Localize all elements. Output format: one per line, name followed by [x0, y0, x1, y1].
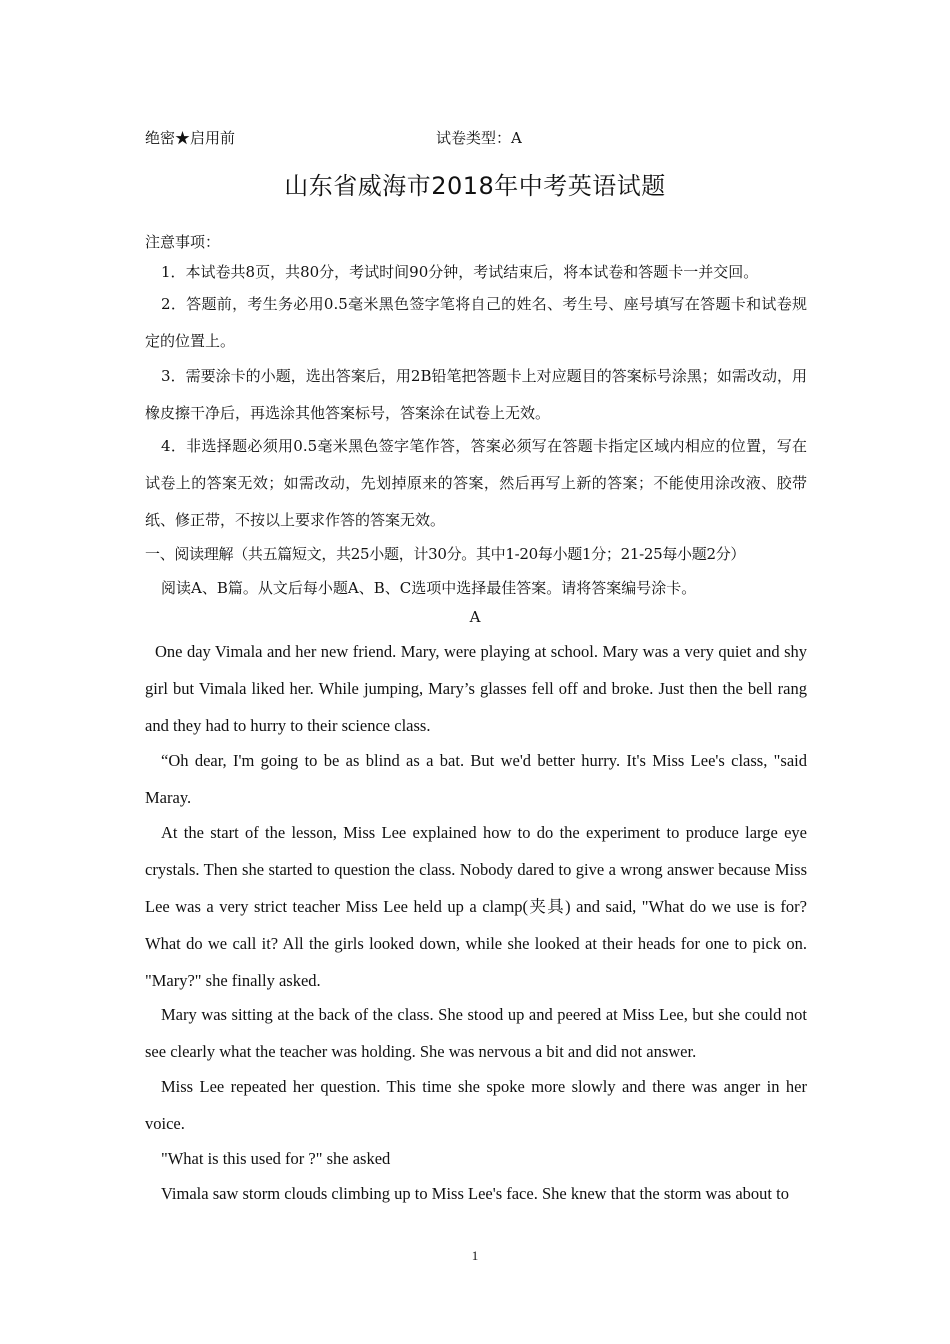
- passage-a-paragraph-1: One day Vimala and her new friend. Mary, were playing at school. Mary was a very quiet and shy girl but Vimala liked her. While jumping, Mary’s glasses fell off and broke. Just then the bell rang and they had to hurry to their science class.: [145, 642, 807, 735]
- passage-a-paragraph-2: “Oh dear, I'm going to be as blind as a bat. But we'd better hurry. It's Miss Lee's class, "said Maray.: [145, 751, 807, 807]
- section-1-instruction: 阅读A、B篇。从文后每小题A、B、C选项中选择最佳答案。请将答案编号涂卡。: [161, 579, 697, 597]
- passage-a-paragraph-7: Vimala saw storm clouds climbing up to Miss Lee's face. She knew that the storm was about to: [161, 1184, 789, 1203]
- paper-type-label: 试卷类型：A: [436, 129, 522, 147]
- notice-item-1: 1．本试卷共8页，共80分，考试时间90分钟，考试结束后，将本试卷和答题卡一并交回。: [161, 263, 759, 281]
- page-number: 1: [471, 1248, 479, 1263]
- notice-item-3: 3．需要涂卡的小题，选出答案后，用2B铅笔把答题卡上对应题目的答案标号涂黑；如需改动，用橡皮擦干净后，再选涂其他答案标号，答案涂在试卷上无效。: [145, 367, 807, 422]
- passage-a-paragraph-6: "What is this used for ?" she asked: [161, 1149, 391, 1168]
- passage-a-paragraph-3: At the start of the lesson, Miss Lee explained how to do the experiment to produce large eye crystals. Then she started to question the class. Nobody dared to give a wrong answer because Miss Lee was a very strict teacher Miss Lee held up a clamp(夹具) and said, "What do we use is for? What do we call it? All the girls looked down, while she looked at their heads for one to pick on. "Mary?" she finally asked.: [145, 823, 807, 990]
- confidential-label: 绝密★启用前: [145, 129, 236, 147]
- section-1-heading: 一、阅读理解（共五篇短文，共25小题，计30分。其中1-20每小题1分；21-25每小题2分）: [145, 545, 746, 563]
- passage-a-paragraph-5: Miss Lee repeated her question. This time she spoke more slowly and there was anger in her voice.: [145, 1077, 807, 1133]
- passage-a-label: A: [469, 608, 481, 626]
- notice-heading: 注意事项：: [145, 233, 221, 251]
- notice-item-4: 4．非选择题必须用0.5毫米黑色签字笔作答，答案必须写在答题卡指定区域内相应的位置，写在试卷上的答案无效；如需改动，先划掉原来的答案，然后再写上新的答案；不能使用涂改液、胶带纸、修正带，不按以上要求作答的答案无效。: [145, 437, 807, 529]
- exam-title: 山东省威海市2018年中考英语试题: [284, 172, 666, 200]
- passage-a-paragraph-4: Mary was sitting at the back of the class. She stood up and peered at Miss Lee, but she could not see clearly what the teacher was holding. She was nervous a bit and did not answer.: [145, 1005, 807, 1061]
- notice-item-2: 2．答题前，考生务必用0.5毫米黑色签字笔将自己的姓名、考生号、座号填写在答题卡和试卷规定的位置上。: [145, 295, 807, 350]
